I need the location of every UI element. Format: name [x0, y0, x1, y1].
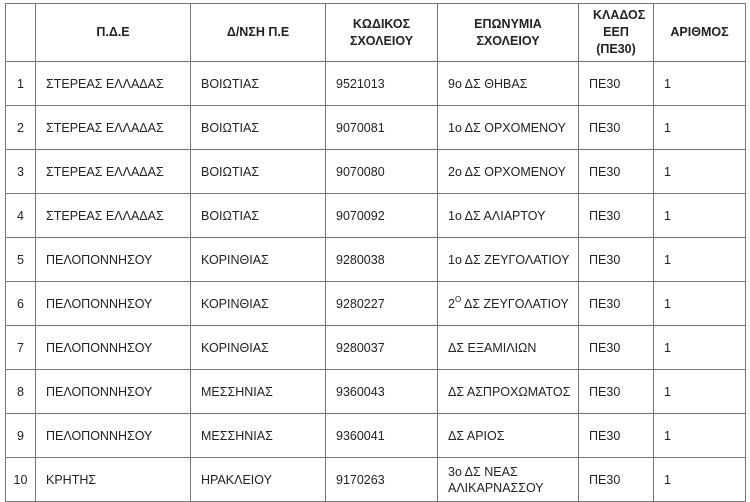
cell-dnsh: ΜΕΣΣΗΝΙΑΣ [191, 370, 326, 414]
cell-dnsh: ΒΟΙΩΤΙΑΣ [191, 150, 326, 194]
cell-count: 1 [654, 106, 746, 150]
cell-dnsh: ΗΡΑΚΛΕΙΟΥ [191, 458, 326, 502]
school-name-part: 2 [448, 296, 455, 311]
cell-school-name: ΔΣ ΕΞΑΜΙΛΙΩΝ [438, 326, 579, 370]
cell-dnsh: ΒΟΙΩΤΙΑΣ [191, 62, 326, 106]
cell-count: 1 [654, 370, 746, 414]
cell-pde: ΣΤΕΡΕΑΣ ΕΛΛΑΔΑΣ [36, 194, 191, 238]
table-row [6, 370, 746, 414]
cell-school-name: 1ο ΔΣ ΟΡΧΟΜΕΝΟΥ [438, 106, 579, 150]
cell-klados: ΠΕ30 [579, 414, 654, 458]
cell-code: 9070092 [326, 194, 438, 238]
cell-klados: ΠΕ30 [579, 238, 654, 282]
cell-code: 9521013 [326, 62, 438, 106]
row-index: 4 [6, 194, 36, 238]
cell-code: 9360041 [326, 414, 438, 458]
table-row [6, 458, 746, 502]
cell-klados: ΠΕ30 [579, 326, 654, 370]
cell-pde: ΚΡΗΤΗΣ [36, 458, 191, 502]
header-name: ΕΠΩΝΥΜΙΑ ΣΧΟΛΕΙΟΥ [438, 4, 579, 62]
header-count: ΑΡΙΘΜΟΣ [654, 4, 746, 62]
cell-dnsh: ΚΟΡΙΝΘΙΑΣ [191, 326, 326, 370]
cell-code: 9280038 [326, 238, 438, 282]
cell-klados: ΠΕ30 [579, 106, 654, 150]
cell-pde: ΣΤΕΡΕΑΣ ΕΛΛΑΔΑΣ [36, 150, 191, 194]
row-index: 1 [6, 62, 36, 106]
cell-code: 9070081 [326, 106, 438, 150]
cell-count: 1 [654, 326, 746, 370]
cell-code: 9360043 [326, 370, 438, 414]
cell-klados: ΠΕ30 [579, 282, 654, 326]
cell-code: 9070080 [326, 150, 438, 194]
cell-school-name: 1ο ΔΣ ΖΕΥΓΟΛΑΤΙΟΥ [438, 238, 579, 282]
cell-klados: ΠΕ30 [579, 150, 654, 194]
cell-count: 1 [654, 238, 746, 282]
cell-klados: ΠΕ30 [579, 62, 654, 106]
cell-school-name: ΔΣ ΑΣΠΡΟΧΩΜΑΤΟΣ [438, 370, 579, 414]
header-code: ΚΩΔΙΚΟΣ ΣΧΟΛΕΙΟΥ [326, 4, 438, 62]
cell-pde: ΣΤΕΡΕΑΣ ΕΛΛΑΔΑΣ [36, 106, 191, 150]
school-name-part: ΔΣ ΖΕΥΓΟΛΑΤΙΟΥ [461, 296, 569, 311]
header-row [6, 4, 746, 62]
cell-school-name: 2ο ΔΣ ΟΡΧΟΜΕΝΟΥ [438, 150, 579, 194]
header-index [6, 4, 36, 62]
row-index: 8 [6, 370, 36, 414]
cell-code: 9280227 [326, 282, 438, 326]
cell-pde: ΠΕΛΟΠΟΝΝΗΣΟΥ [36, 326, 191, 370]
cell-count: 1 [654, 282, 746, 326]
row-index: 6 [6, 282, 36, 326]
cell-count: 1 [654, 62, 746, 106]
table-row [6, 238, 746, 282]
row-index: 9 [6, 414, 36, 458]
cell-dnsh: ΚΟΡΙΝΘΙΑΣ [191, 238, 326, 282]
cell-count: 1 [654, 414, 746, 458]
cell-school-name [438, 282, 579, 326]
table-row [6, 62, 746, 106]
table-row [6, 106, 746, 150]
cell-klados: ΠΕ30 [579, 194, 654, 238]
table-row [6, 326, 746, 370]
row-index: 5 [6, 238, 36, 282]
header-dnsh: Δ/ΝΣΗ Π.Ε [191, 4, 326, 62]
cell-school-name: 1ο ΔΣ ΑΛΙΑΡΤΟΥ [438, 194, 579, 238]
schools-table [5, 3, 746, 502]
table-row [6, 150, 746, 194]
cell-pde: ΠΕΛΟΠΟΝΝΗΣΟΥ [36, 282, 191, 326]
cell-klados: ΠΕ30 [579, 458, 654, 502]
table-row [6, 414, 746, 458]
header-pde: Π.Δ.Ε [36, 4, 191, 62]
row-index: 7 [6, 326, 36, 370]
school-name-part: Ο [454, 294, 462, 304]
cell-pde: ΠΕΛΟΠΟΝΝΗΣΟΥ [36, 414, 191, 458]
cell-school-name: 9ο ΔΣ ΘΗΒΑΣ [438, 62, 579, 106]
cell-code: 9170263 [326, 458, 438, 502]
table-row [6, 282, 746, 326]
row-index: 10 [6, 458, 36, 502]
row-index: 3 [6, 150, 36, 194]
cell-school-name: 3ο ΔΣ ΝΕΑΣ ΑΛΙΚΑΡΝΑΣΣΟΥ [438, 458, 579, 502]
cell-dnsh: ΚΟΡΙΝΘΙΑΣ [191, 282, 326, 326]
cell-count: 1 [654, 458, 746, 502]
cell-code: 9280037 [326, 326, 438, 370]
cell-pde: ΠΕΛΟΠΟΝΝΗΣΟΥ [36, 238, 191, 282]
cell-count: 1 [654, 150, 746, 194]
header-klados: ΚΛΑΔΟΣ ΕΕΠ (ΠΕ30) [579, 4, 654, 62]
cell-school-name: ΔΣ ΑΡΙΟΣ [438, 414, 579, 458]
table-row [6, 194, 746, 238]
row-index: 2 [6, 106, 36, 150]
cell-pde: ΠΕΛΟΠΟΝΝΗΣΟΥ [36, 370, 191, 414]
cell-pde: ΣΤΕΡΕΑΣ ΕΛΛΑΔΑΣ [36, 62, 191, 106]
cell-count: 1 [654, 194, 746, 238]
cell-dnsh: ΒΟΙΩΤΙΑΣ [191, 194, 326, 238]
cell-klados: ΠΕ30 [579, 370, 654, 414]
cell-dnsh: ΜΕΣΣΗΝΙΑΣ [191, 414, 326, 458]
cell-dnsh: ΒΟΙΩΤΙΑΣ [191, 106, 326, 150]
